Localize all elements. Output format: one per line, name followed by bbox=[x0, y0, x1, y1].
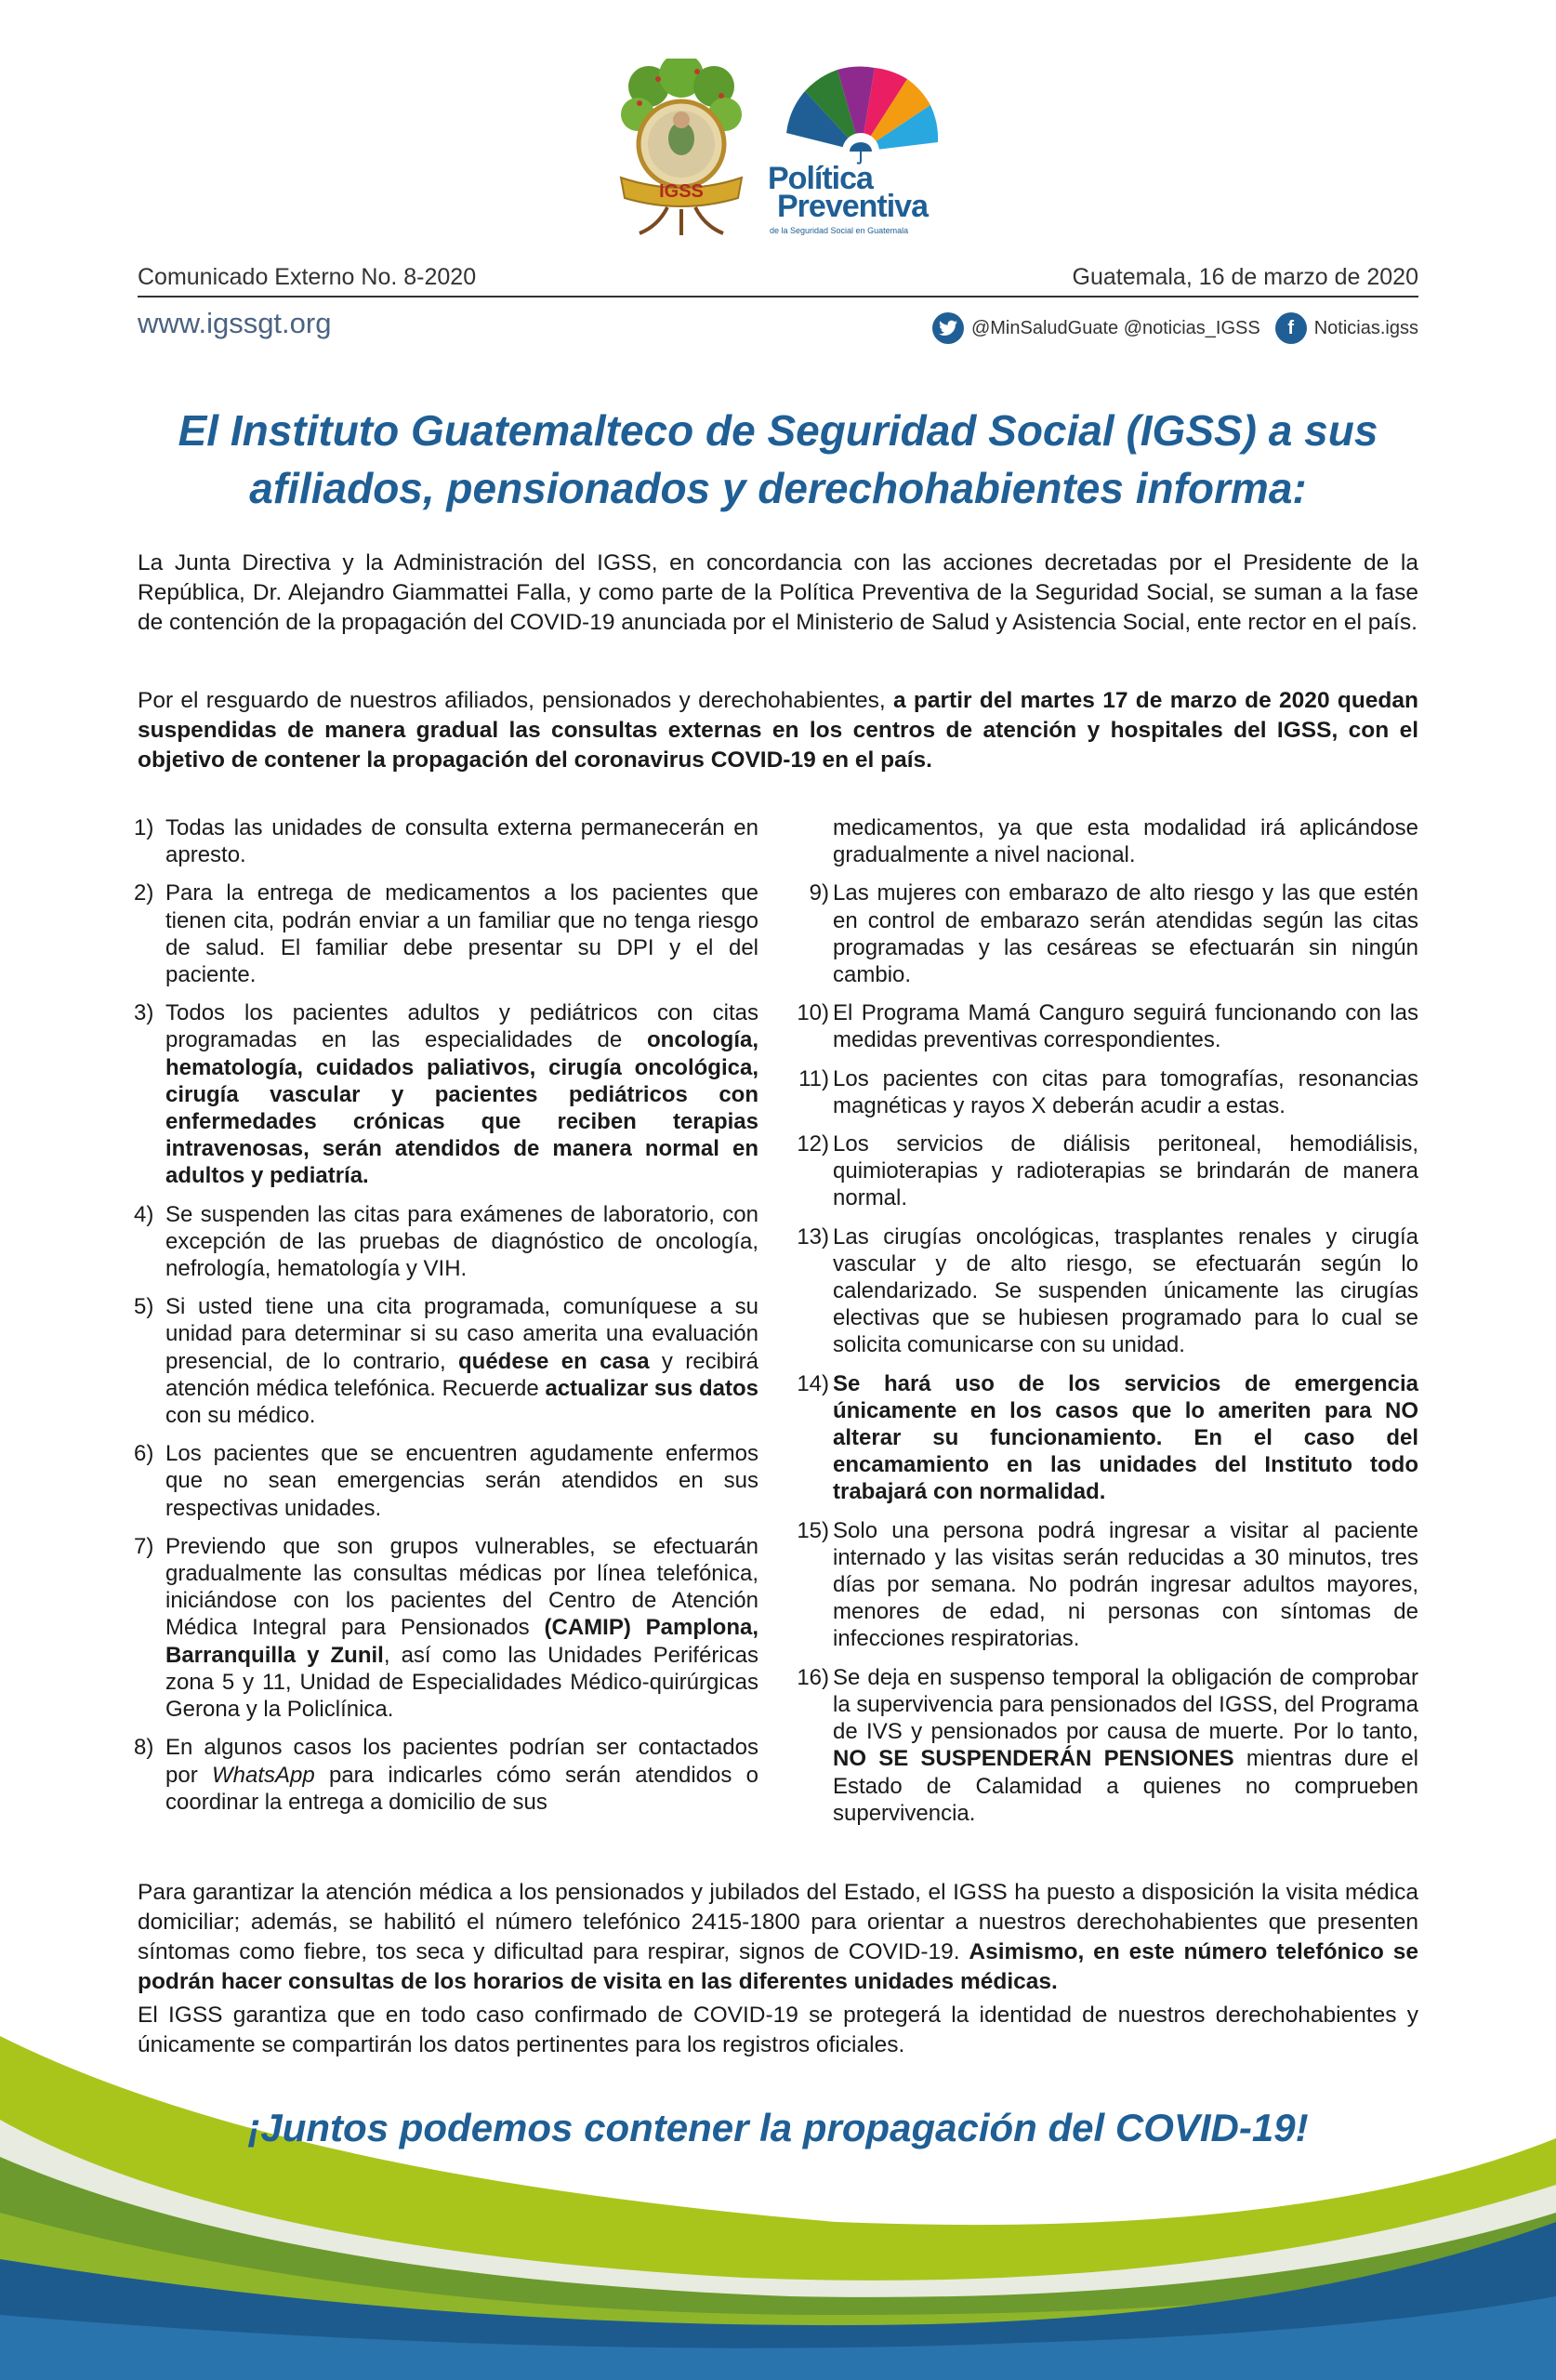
list-item: 7) Previendo que son grupos vulnerables, se efectuarán gradualmente las consultas médicas por línea telefónica, iniciándose con los pacientes del Centro de Atención Médica Integral para Pensionados (CAMIP) Pamplona, Barranquilla y Zunil, así como las Unidades Periféricas zona 5 y 11, Unidad de Especialidades Médico-quirúrgicas Gerona y la Policlínica. bbox=[134, 1533, 758, 1723]
contact-row bbox=[138, 307, 1418, 344]
list-item: 16) Se deja en suspenso temporal la obligación de comprobar la supervivencia para pensionados del IGSS, del Programa de IVS y pensionados por causa de muerte. Por lo tanto, NO SE SUSPENDERÁN PENSIONES mientras dure el Estado de Calamidad a quienes no comprueben supervivencia. bbox=[797, 1664, 1418, 1826]
twitter-icon bbox=[932, 312, 964, 344]
facebook-page[interactable]: Noticias.igss bbox=[1313, 317, 1418, 338]
list-item: 11) Los pacientes con citas para tomografías, resonancias magnéticas y rayos X deberán acudir a estas. bbox=[798, 1065, 1418, 1118]
igss-logo bbox=[612, 59, 751, 237]
logo-area bbox=[0, 51, 1556, 242]
politica-preventiva-logo bbox=[768, 59, 958, 245]
measures-list-right bbox=[790, 814, 1418, 1838]
list-item: 2) Para la entrega de medicamentos a los pacientes que tienen cita, podrán enviar a un familiar que no tenga riesgo de salud. El familiar debe presentar su DPI y el del paciente. bbox=[134, 880, 758, 988]
list-item: 13) Las cirugías oncológicas, trasplantes renales y cirugía vascular y de alto riesgo, se efectuarán según lo calendarizado. Se suspenden únicamente las cirugías electivas que se hubiesen programado para lo cual se solicita comunicarse con su unidad. bbox=[797, 1223, 1418, 1358]
twitter-handles[interactable]: @MinSaludGuate @noticias_IGSS bbox=[970, 317, 1260, 338]
list-item: 6) Los pacientes que se encuentren agudamente enfermos que no sean emergencias serán atendidos en sus respectivas unidades. bbox=[134, 1441, 758, 1521]
list-item: 14) Se hará uso de los servicios de emergencia únicamente en los casos que lo ameriten para NO alterar su funcionamiento. En el caso del encamamiento en las unidades del Instituto todo trabajará con normalidad. bbox=[797, 1370, 1418, 1505]
website-link[interactable]: www.igssgt.org bbox=[138, 307, 332, 339]
list-item: 3) Todos los pacientes adultos y pediátricos con citas programadas en las especialidades de oncología, hematología, cuidados paliativos, cirugía oncológica, cirugía vascular y pacientes pediátricos con enfermedades crónicas que reciben terapias intravenosas, serán atendidos de manera normal en adultos y pediatría. bbox=[134, 1000, 758, 1189]
umbrella-icon bbox=[768, 59, 958, 165]
list-item: 1) Todas las unidades de consulta externa permanecerán en apresto. bbox=[134, 815, 758, 868]
intro-paragraph-1: La Junta Directiva y la Administración del IGSS, en concordancia con las acciones decretadas por el Presidente de la República, Dr. Alejandro Giammattei Falla, y como parte de la Política Preventiva de la Seguridad Social, se suman a la fase de contención de la propagación del COVID-19 anunciada por el Ministerio de Salud y Asistencia Social, ente rector en el país. bbox=[138, 550, 1418, 635]
list-item-continuation: medicamentos, ya que esta modalidad irá aplicándose gradualmente a nivel nacional. bbox=[833, 815, 1418, 868]
slogan: ¡Juntos podemos contener la propagación del COVID-19! bbox=[247, 2106, 1309, 2149]
closing-paragraph-2: El IGSS garantiza que en todo caso confirmado de COVID-19 se protegerá la identidad de nuestros derechohabientes y únicamente se compartirán los datos pertinentes para los registros oficiales. bbox=[138, 2003, 1418, 2057]
list-item: 9) Las mujeres con embarazo de alto riesgo y las que estén en control de embarazo serán atendidas según las citas programadas y las cesáreas se efectuarán sin ningún cambio. bbox=[809, 880, 1418, 988]
social-links bbox=[932, 312, 1418, 344]
comunicado-date: Guatemala, 16 de marzo de 2020 bbox=[1072, 264, 1418, 290]
list-item: 15) Solo una persona podrá ingresar a visitar al paciente internado y las visitas serán reducidas a 30 minutos, tres días por semana. No podrán ingresar adultos mayores, menores de edad, ni personas con síntomas de infecciones respiratorias. bbox=[797, 1517, 1418, 1652]
list-item: 4) Se suspenden las citas para exámenes de laboratorio, con excepción de las pruebas de diagnóstico de oncología, nefrología, hematología y VIH. bbox=[134, 1201, 758, 1282]
pp-logo-line2: Preventiva bbox=[777, 189, 928, 224]
footer-wave-decoration bbox=[0, 2036, 1556, 2380]
list-item: 10) El Programa Mamá Canguro seguirá funcionando con las medidas preventivas correspondientes. bbox=[797, 1000, 1418, 1053]
pp-logo-tagline: de la Seguridad Social en Guatemala bbox=[770, 226, 909, 235]
intro-paragraph-2: Por el resguardo de nuestros afiliados, pensionados y derechohabientes, a partir del martes 17 de marzo de 2020 quedan suspendidas de manera gradual las consultas externas en los centros de atención y hospitales del IGSS, con el objetivo de contener la propagación del coronavirus COVID-19 en el país. bbox=[138, 688, 1418, 773]
list-item: 5) Si usted tiene una cita programada, comuníquese a su unidad para determinar si su caso amerita una evaluación presencial, de lo contrario, quédese en casa y recibirá atención médica telefónica. Recuerde actualizar sus datos con su médico. bbox=[134, 1294, 758, 1429]
list-item: 8) En algunos casos los pacientes podrían ser contactados por WhatsApp para indicarles cómo serán atendidos o coordinar la entrega a domicilio de sus bbox=[134, 1735, 759, 1815]
list-item: 12) Los servicios de diálisis peritoneal, hemodiálisis, quimioterapias y radioterapias se brindarán de manera normal. bbox=[797, 1131, 1418, 1211]
comunicado-number: Comunicado Externo No. 8-2020 bbox=[138, 264, 477, 290]
pp-logo-line1: Política bbox=[768, 161, 873, 196]
closing-paragraph-1: Para garantizar la atención médica a los pensionados y jubilados del Estado, el IGSS ha puesto a disposición la visita médica domiciliar; además, se habilitó el número telefónico 2415-1800 para orientar a nuestros derechohabientes que presenten síntomas como fiebre, tos seca y dificultad para respirar, signos de COVID-19. Asimismo, en este número telefónico se podrán hacer consultas de los horarios de visita en las diferentes unidades médicas. bbox=[138, 1880, 1419, 1994]
page-title: El Instituto Guatemalteco de Seguridad Social (IGSS) a sus afiliados, pensionados y derechohabientes informa: bbox=[178, 406, 1378, 512]
igss-logo-text: IGSS bbox=[659, 181, 704, 202]
facebook-icon: f bbox=[1275, 312, 1307, 344]
measures-list-left bbox=[134, 814, 758, 1827]
header-meta-row bbox=[138, 262, 1418, 298]
